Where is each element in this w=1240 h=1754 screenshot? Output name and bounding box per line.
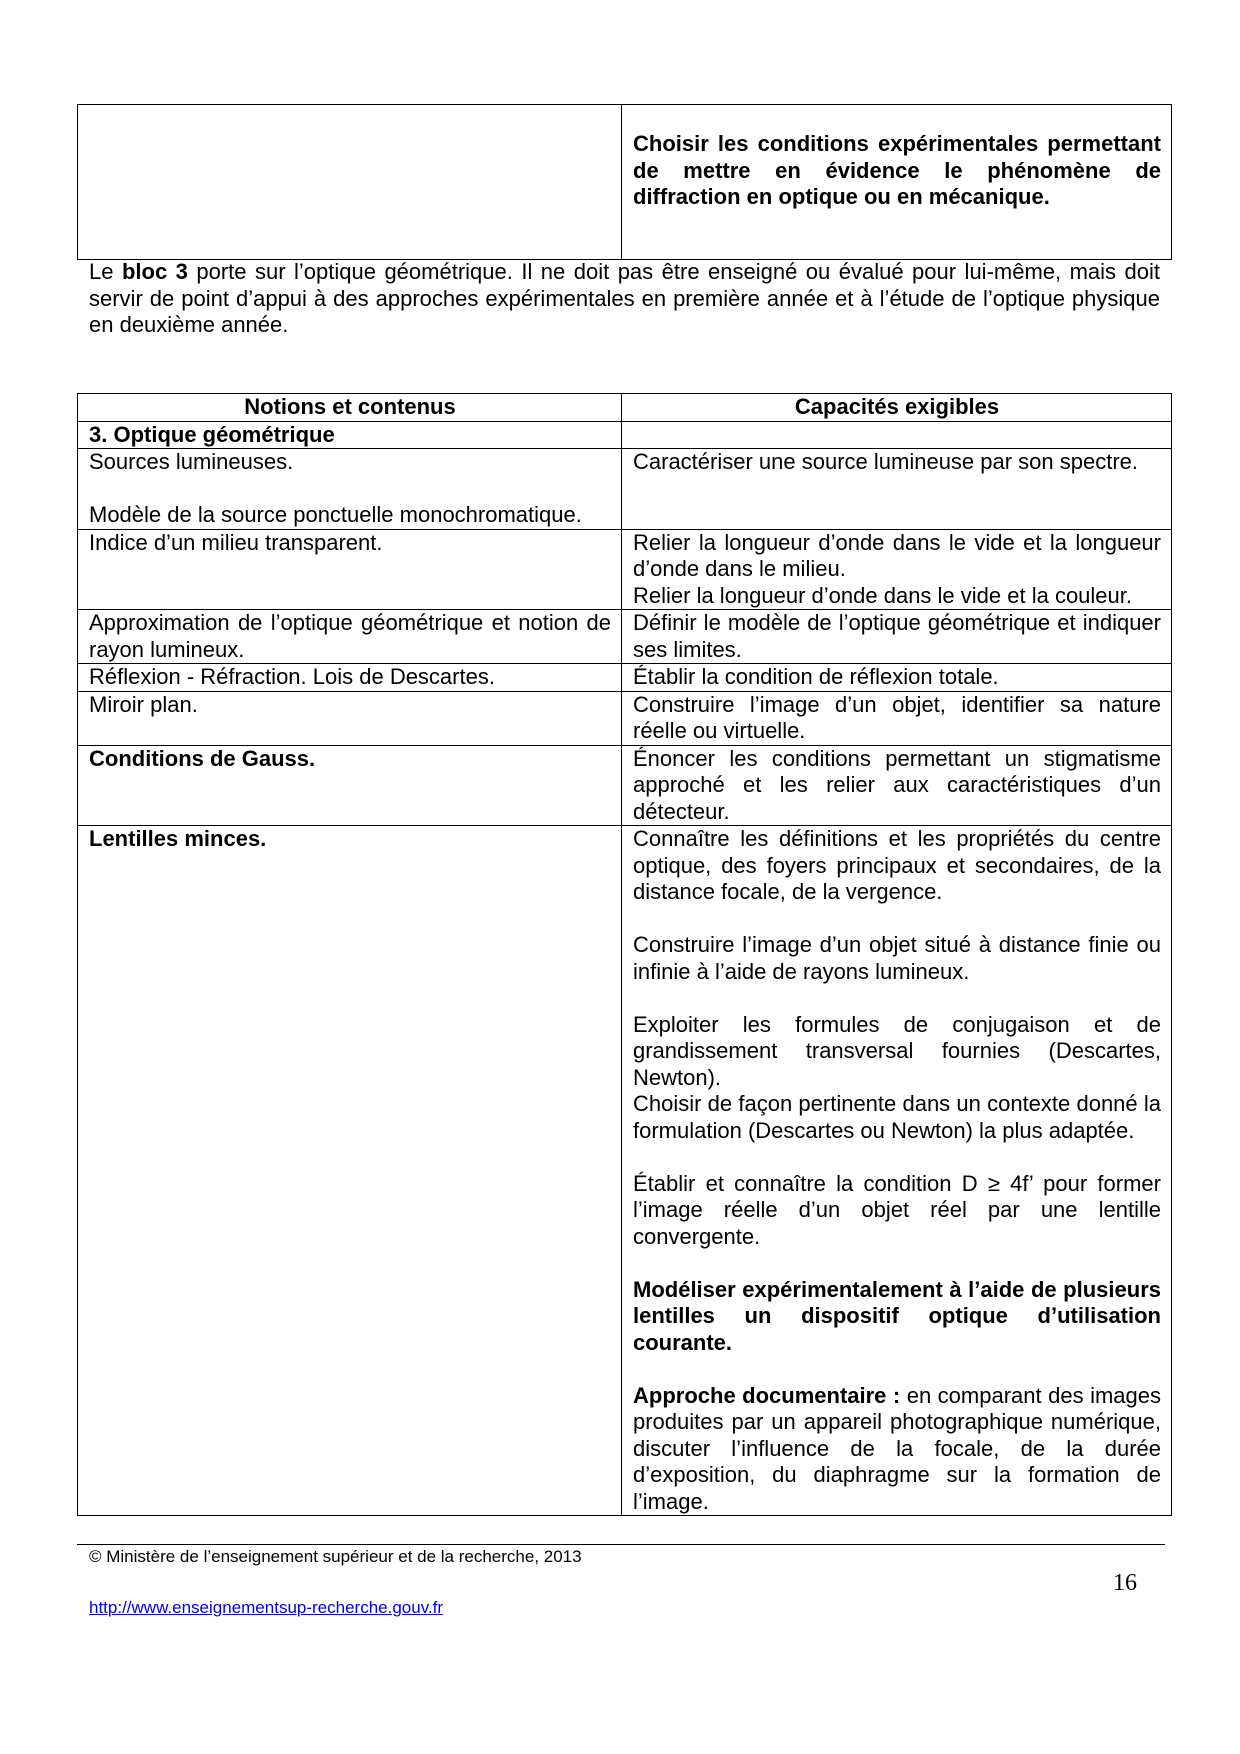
capacite-text: Choisir de façon pertinente dans un contexte donné la formulation (Descartes ou Newton) la plus adaptée.: [633, 1091, 1161, 1143]
table-row: [78, 691, 1172, 745]
capacite-cell: [622, 449, 1172, 530]
capacite-text: Exploiter les formules de conjugaison et de grandissement transversal fournies (Descartes, Newton).: [633, 1011, 1161, 1090]
table-row: [78, 449, 1172, 530]
notion-cell: Miroir plan.: [78, 691, 622, 745]
capacite-cell: Construire l’image d’un objet, identifier sa nature réelle ou virtuelle.: [622, 691, 1172, 745]
page-number: 16: [1113, 1570, 1137, 1596]
capacite-text: [633, 1383, 1161, 1516]
notion-cell: Approximation de l’optique géométrique et notion de rayon lumineux.: [78, 610, 622, 664]
footer-copyright: © Ministère de l’enseignement supérieur et de la recherche, 2013: [89, 1547, 582, 1566]
header-capacites: Capacités exigibles: [622, 394, 1172, 422]
table-header-row: [78, 394, 1172, 422]
header-notions: Notions et contenus: [78, 394, 622, 422]
top-right-cell: [622, 105, 1172, 260]
notion-cell: Conditions de Gauss.: [78, 745, 622, 826]
intro-rest: porte sur l’optique géométrique. Il ne doit pas être enseigné ou évalué pour lui-même, mais doit servir de point d’appui à des approches expérimentales en première année et à l’étude de l’optique physique en deuxième année.: [89, 259, 1160, 337]
notion-cell: Réflexion - Réfraction. Lois de Descartes.: [78, 664, 622, 692]
footer-link[interactable]: http://www.enseignementsup-recherche.gouv.fr: [89, 1598, 444, 1617]
section-title: 3. Optique géométrique: [78, 421, 622, 449]
table-row: [78, 529, 1172, 610]
table-row: [78, 610, 1172, 664]
capacite-text: Établir et connaître la condition D ≥ 4f’ pour former l’image réelle d’un objet réel par une lentille convergente.: [633, 1170, 1161, 1249]
table-row: [78, 421, 1172, 449]
notion-cell: Indice d’un milieu transparent.: [78, 529, 622, 610]
notion-cell: [78, 449, 622, 530]
table-row: [78, 745, 1172, 826]
top-left-cell: [78, 105, 622, 260]
capacite-text: Connaître les définitions et les propriétés du centre optique, des foyers principaux et secondaires, de la distance focale, de la vergence.: [633, 826, 1161, 904]
intro-paragraph: [89, 259, 1160, 339]
approche-label: Approche documentaire :: [633, 1382, 901, 1408]
empty-cell: [622, 421, 1172, 449]
table-row: [78, 826, 1172, 1516]
table-row: [78, 664, 1172, 692]
capacite-text: Construire l’image d’un objet situé à distance finie ou infinie à l’aide de rayons lumineux.: [633, 932, 1161, 984]
capacite-text: Caractériser une source lumineuse par son spectre.: [633, 449, 1139, 474]
top-right-text: Choisir les conditions expérimentales permettant de mettre en évidence le phénomène de diffraction en optique ou en mécanique.: [633, 131, 1161, 209]
capacite-cell: Énoncer les conditions permettant un stigmatisme approché et les relier aux caractéristiques d’un détecteur.: [622, 745, 1172, 826]
capacite-text: Relier la longueur d’onde dans le vide et la longueur d’onde dans le milieu.: [633, 529, 1161, 581]
intro-bold: bloc 3: [121, 259, 188, 284]
notion-cell: Lentilles minces.: [78, 826, 622, 1516]
capacite-cell: [622, 826, 1172, 1516]
capacite-cell: Définir le modèle de l’optique géométrique et indiquer ses limites.: [622, 610, 1172, 664]
footer-divider: [77, 1544, 1165, 1545]
top-table: [77, 104, 1172, 260]
capacite-text: Relier la longueur d’onde dans le vide et la couleur.: [633, 582, 1132, 608]
intro-prefix: Le: [89, 259, 122, 284]
notion-text: Modèle de la source ponctuelle monochromatique.: [89, 502, 582, 527]
capacite-cell: [622, 529, 1172, 610]
main-table: [77, 393, 1172, 1516]
capacite-cell: Établir la condition de réflexion totale.: [622, 664, 1172, 692]
approche-text: en comparant des images produites par un appareil photographique numérique, discuter l’influence de la focale, de la durée d’exposition, du diaphragme sur la formation de l’image.: [633, 1382, 1161, 1514]
table-row: [78, 105, 1172, 260]
capacite-text: Modéliser expérimentalement à l’aide de plusieurs lentilles un dispositif optique d’utilisation courante.: [633, 1276, 1161, 1355]
notion-text: Sources lumineuses.: [89, 449, 294, 474]
